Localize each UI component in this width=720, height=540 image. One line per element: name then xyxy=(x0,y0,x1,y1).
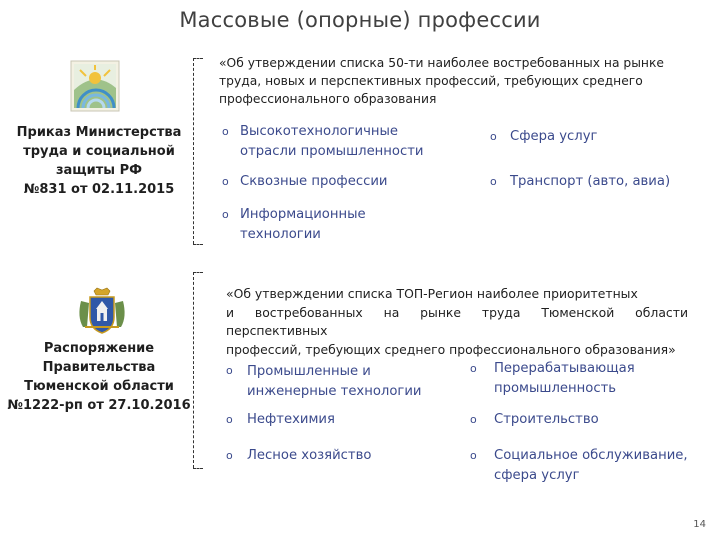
section1-vertical-divider xyxy=(193,58,194,244)
quote-line: и востребованных на рынке труда Тюменской области перспективных xyxy=(226,304,688,338)
list-item xyxy=(240,205,366,245)
list-item-line: Информационные xyxy=(240,207,366,222)
bullet-icon: o xyxy=(470,449,477,462)
list-item-line: промышленность xyxy=(494,381,617,396)
list-item-line: Сквозные профессии xyxy=(240,174,388,189)
bullet-icon: o xyxy=(222,208,229,221)
caption-line: Правительства xyxy=(42,360,156,375)
decree-caption xyxy=(6,339,192,415)
list-item-line: отрасли промышленности xyxy=(240,144,424,159)
ministry-logo xyxy=(70,60,120,112)
tyumen-coat-of-arms xyxy=(77,287,127,335)
bullet-icon: o xyxy=(222,125,229,138)
bullet-icon: o xyxy=(470,413,477,426)
list-item xyxy=(247,362,422,402)
section1-bottom-tick xyxy=(193,244,203,245)
list-item-line: сфера услуг xyxy=(494,468,580,483)
quote-line: «Об утверждении списка 50-ти наиболее востребованных на рынке xyxy=(219,56,664,70)
caption-line: №1222-рп от 27.10.2016 xyxy=(7,398,191,413)
order-caption xyxy=(14,123,184,199)
caption-line: Приказ Министерства xyxy=(16,125,182,140)
list-item xyxy=(510,172,670,192)
list-item xyxy=(240,172,387,192)
list-item xyxy=(247,446,371,466)
list-item xyxy=(494,410,599,430)
slide-title: Массовые (опорные) профессии xyxy=(179,8,541,32)
list-item-line: инженерные технологии xyxy=(247,384,422,399)
page-number: 14 xyxy=(693,519,706,530)
bullet-icon: o xyxy=(222,175,229,188)
quote-line: труда, новых и перспективных профессий, требующих среднего xyxy=(219,74,643,88)
list-item xyxy=(494,446,688,486)
quote-line: «Об утверждении списка ТОП-Регион наиболее приоритетных xyxy=(226,286,638,301)
list-item-line: Промышленные и xyxy=(247,364,371,379)
bullet-icon: o xyxy=(226,449,233,462)
list-item xyxy=(510,127,597,147)
caption-line: Распоряжение xyxy=(43,341,155,356)
list-item-line: Строительство xyxy=(494,412,599,427)
decree-quote xyxy=(226,285,688,359)
list-item-line: Социальное обслуживание, xyxy=(494,448,688,463)
list-item-line: Сфера услуг xyxy=(510,129,598,144)
quote-line: профессионального образования xyxy=(219,92,437,106)
list-item-line: Перерабатывающая xyxy=(494,361,635,376)
bullet-icon: o xyxy=(490,130,497,143)
bullet-icon: o xyxy=(226,413,233,426)
order-quote xyxy=(219,54,689,108)
bullet-icon: o xyxy=(226,364,233,377)
list-item-line: Лесное хозяйство xyxy=(247,448,372,463)
ministry-emblem-icon xyxy=(70,60,120,112)
caption-line: защиты РФ xyxy=(55,163,143,178)
caption-line: Тюменской области xyxy=(24,379,174,394)
section2-vertical-divider xyxy=(193,272,194,468)
section1-top-tick xyxy=(193,58,203,59)
caption-line: №831 от 02.11.2015 xyxy=(23,182,175,197)
list-item-line: Транспорт (авто, авиа) xyxy=(510,174,671,189)
list-item xyxy=(494,359,635,399)
list-item-line: Нефтехимия xyxy=(247,412,335,427)
list-item xyxy=(240,122,424,162)
list-item-line: Высокотехнологичные xyxy=(240,124,399,139)
coat-of-arms-icon xyxy=(77,287,127,335)
list-item-line: технологии xyxy=(240,227,321,242)
bullet-icon: o xyxy=(490,175,497,188)
bullet-icon: o xyxy=(470,362,477,375)
section2-bottom-tick xyxy=(193,468,203,469)
list-item xyxy=(247,410,335,430)
section2-top-tick xyxy=(193,272,203,273)
quote-line: профессий, требующих среднего профессионального образования» xyxy=(226,341,676,357)
caption-line: труда и социальной xyxy=(23,144,175,159)
